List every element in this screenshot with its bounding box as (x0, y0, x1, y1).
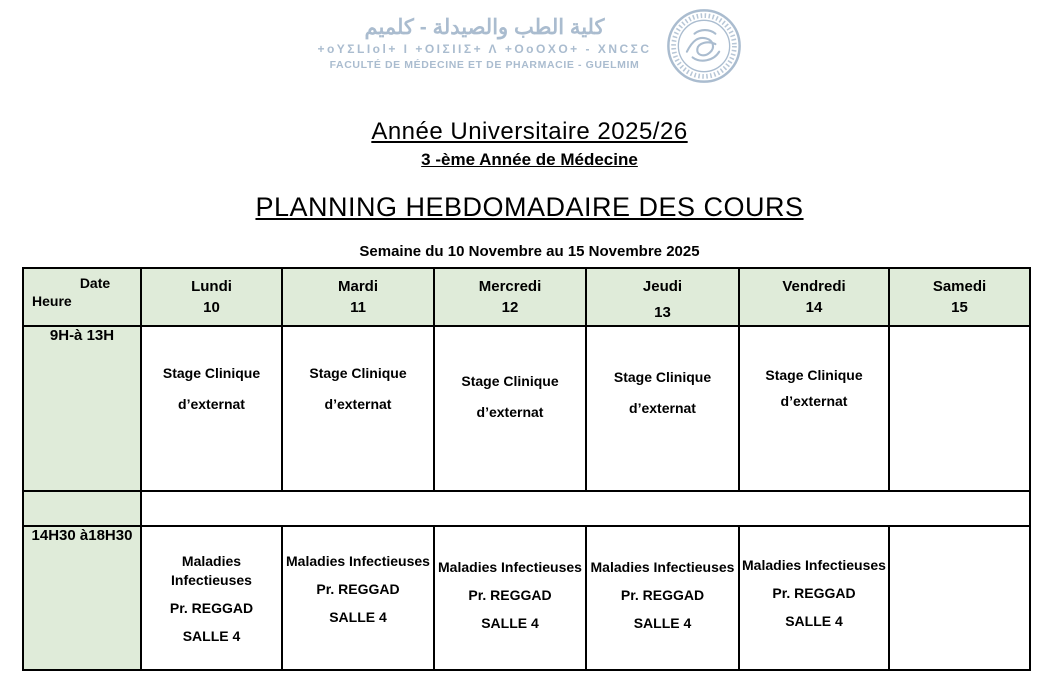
day-number: 15 (951, 299, 968, 316)
day-number: 10 (203, 299, 220, 316)
separator-row (23, 491, 1030, 526)
course-line: SALLE 4 (182, 628, 241, 645)
day-name: Lundi (191, 278, 232, 295)
course-line: Pr. REGGAD (772, 585, 856, 602)
course-cell-samedi-morning (889, 326, 1030, 491)
day-header-jeudi (586, 268, 739, 326)
afternoon-row (23, 526, 1030, 670)
institution-name-tifinagh: +oYΣLIol+ I +OIΣIIΣ+ Λ +OoOXO+ - XNCΣC (317, 42, 652, 57)
day-number: 12 (501, 299, 519, 316)
course-line: Pr. REGGAD (620, 587, 705, 604)
course-line: SALLE 4 (481, 615, 539, 632)
course-line: d’externat (780, 393, 848, 410)
weekly-planning-table (22, 267, 1031, 671)
course-line: d’externat (629, 400, 696, 417)
day-header-mardi (282, 268, 434, 326)
academic-year-title: Année Universitaire 2025/26 (371, 118, 688, 145)
corner-date-label: Date (79, 275, 111, 291)
separator-merged-cell (141, 491, 1030, 526)
course-line: Pr. REGGAD (316, 581, 400, 598)
course-line: Pr. REGGAD (468, 587, 552, 604)
university-seal-icon (666, 8, 742, 84)
course-cell-mardi-afternoon (282, 526, 434, 670)
institution-text-block (317, 8, 651, 71)
course-cell-mardi-morning (282, 326, 434, 491)
institution-name-french: FACULTÉ DE MÉDECINE ET DE PHARMACIE - GUELMIM (329, 59, 640, 72)
course-line: Maladies Infectieuses (438, 559, 582, 575)
day-header-samedi (889, 268, 1030, 326)
document-titles (0, 118, 1059, 260)
course-line: SALLE 4 (633, 615, 692, 632)
course-line: Stage Clinique (309, 365, 407, 381)
day-name: Mardi (337, 278, 378, 295)
program-year-title: 3 -ème Année de Médecine (421, 150, 638, 169)
institution-header (0, 0, 1059, 100)
course-cell-lundi-morning (141, 326, 282, 491)
course-line: SALLE 4 (785, 613, 843, 630)
course-cell-mercredi-morning (434, 326, 586, 491)
course-line: Infectieuses (171, 572, 252, 589)
day-number: 11 (350, 299, 366, 316)
day-header-lundi (141, 268, 282, 326)
course-line: Stage Clinique (162, 365, 261, 381)
course-cell-samedi-afternoon (889, 526, 1030, 670)
course-line: Stage Clinique (765, 367, 863, 383)
day-header-mercredi (434, 268, 586, 326)
course-line: SALLE 4 (329, 609, 387, 626)
week-range-subtitle: Semaine du 10 Novembre au 15 Novembre 2025 (359, 243, 700, 260)
day-name: Jeudi (642, 278, 683, 295)
day-number: 13 (654, 304, 671, 321)
course-line: d’externat (476, 404, 544, 421)
corner-date-heure-cell (23, 268, 141, 326)
day-number: 14 (805, 299, 823, 316)
course-cell-lundi-afternoon (141, 526, 282, 670)
course-line: Stage Clinique (613, 369, 712, 385)
time-slot-afternoon: 14H30 à18H30 (23, 526, 141, 670)
course-cell-mercredi-afternoon (434, 526, 586, 670)
day-name: Samedi (932, 278, 987, 295)
course-line: Maladies Infectieuses (590, 559, 735, 575)
morning-row (23, 326, 1030, 491)
course-line: Pr. REGGAD (169, 600, 254, 617)
separator-time-cell (23, 491, 141, 526)
day-name: Vendredi (782, 278, 846, 295)
course-cell-jeudi-morning (586, 326, 739, 491)
course-line: Maladies Infectieuses (742, 557, 886, 573)
course-line: Maladies (181, 553, 242, 569)
course-line: Stage Clinique (461, 373, 559, 389)
table-header-row (23, 268, 1030, 326)
day-header-vendredi (739, 268, 889, 326)
day-name: Mercredi (478, 278, 542, 295)
course-cell-vendredi-afternoon (739, 526, 889, 670)
course-line: d’externat (178, 396, 245, 413)
institution-name-arabic: كلية الطب والصيدلة - كلميم (364, 16, 605, 39)
time-slot-morning: 9H-à 13H (23, 326, 141, 491)
course-cell-vendredi-morning (739, 326, 889, 491)
course-line: d’externat (324, 396, 392, 413)
course-line: Maladies Infectieuses (286, 553, 430, 569)
corner-heure-label: Heure (32, 293, 72, 309)
course-cell-jeudi-afternoon (586, 526, 739, 670)
page-title: PLANNING HEBDOMADAIRE DES COURS (255, 192, 804, 222)
